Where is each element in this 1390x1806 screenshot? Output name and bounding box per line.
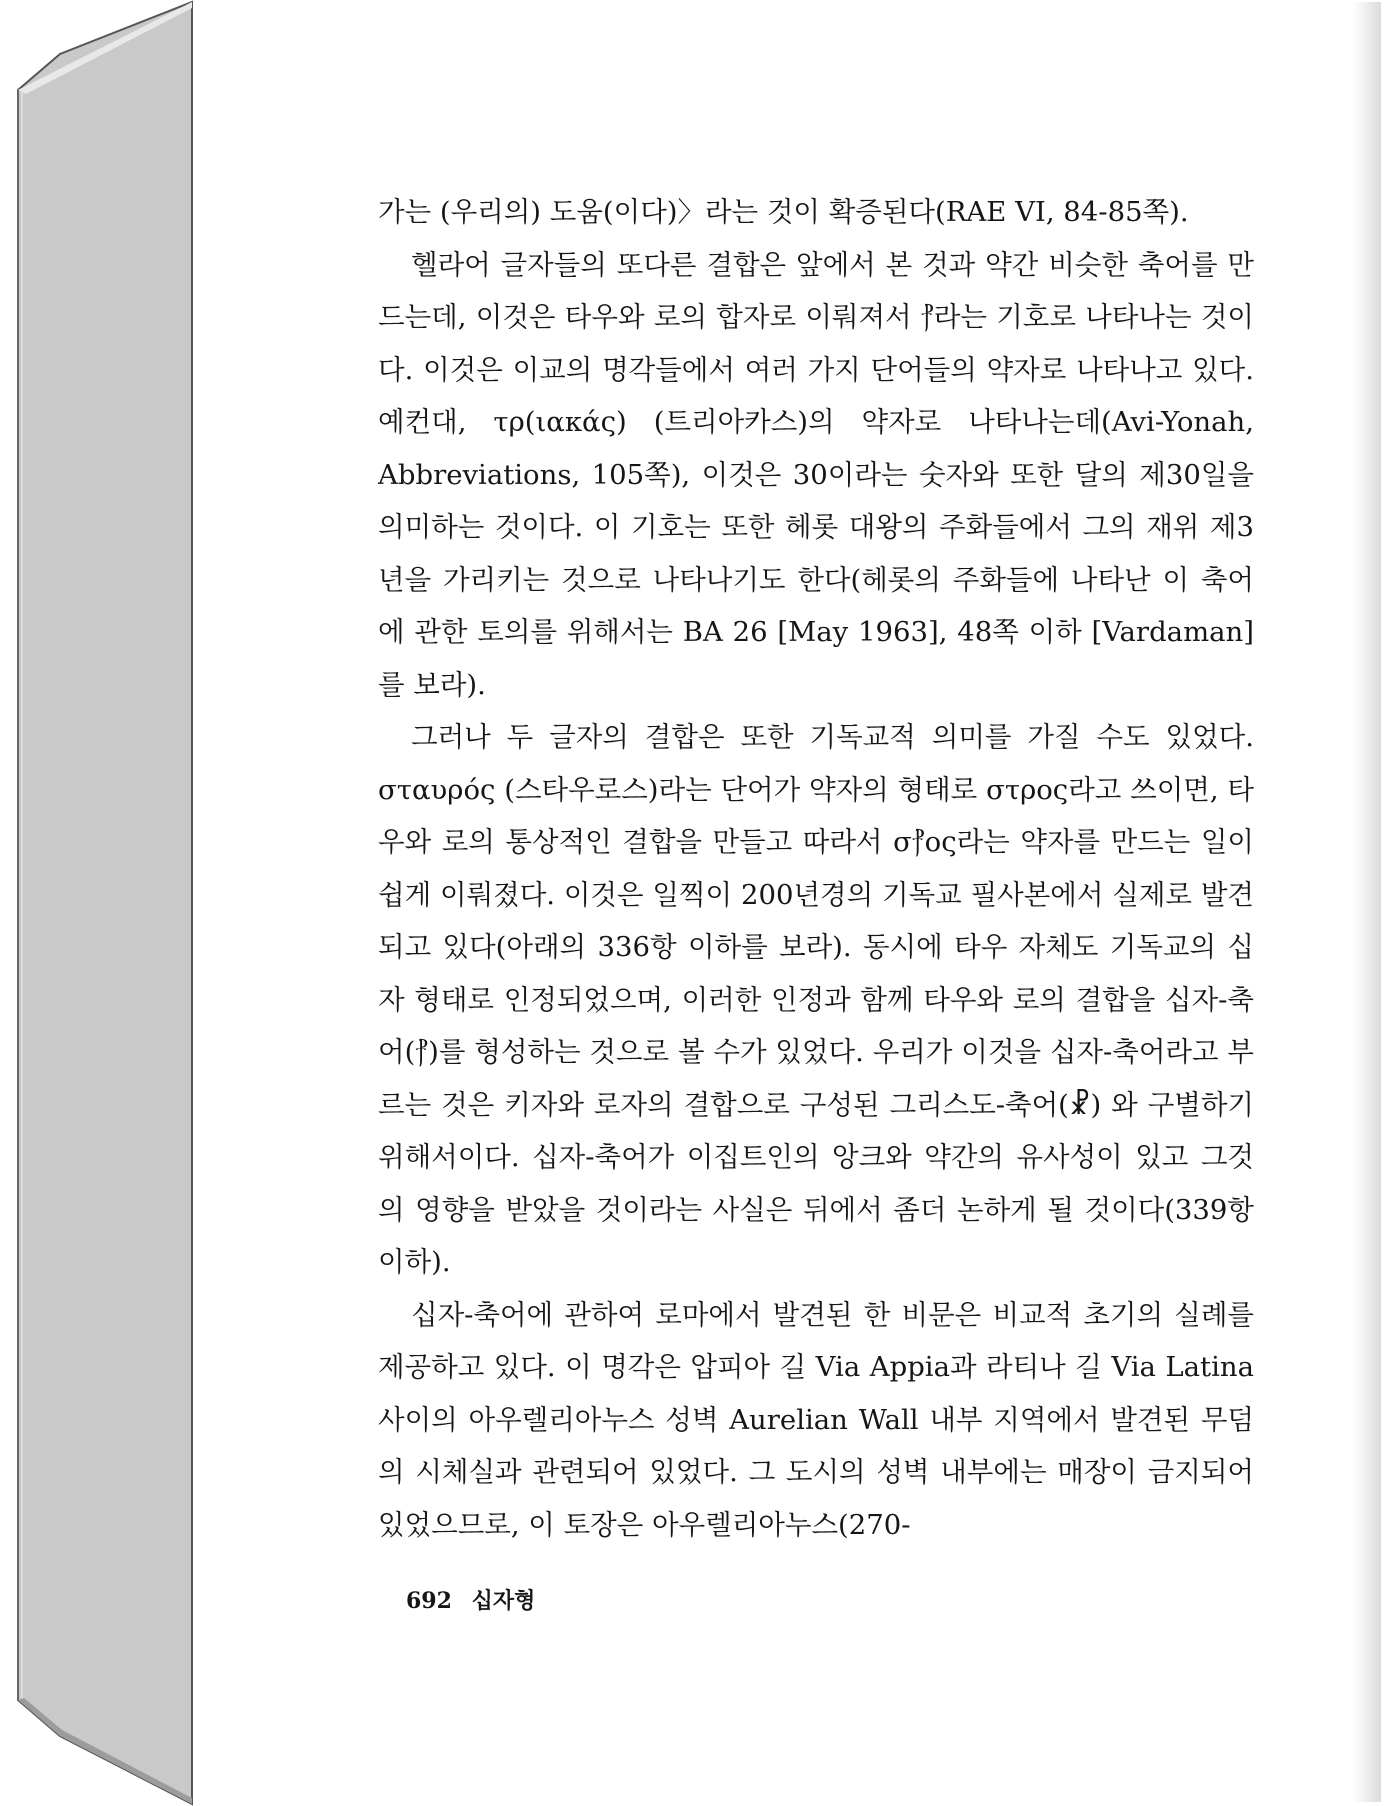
- paragraph-1: 가는 (우리의) 도움(이다)〉라는 것이 확증된다(RAE VI, 84-85쪽).: [378, 196, 1189, 228]
- body-text: [378, 186, 1254, 1551]
- paragraph-3: 그러나 두 글자의 결합은 또한 기독교적 의미를 가질 수도 있었다. σταυρός (스타우로스)라는 단어가 약자의 형태로 στρος라고 쓰이면, 타우와 로의 통상적인 결합을 만들고 따라서 σ⳨ος라는 약자를 만드는 일이 쉽게 이뤄졌다. 이것은 일찍이 200년경의 기독교 필사본에서 실제로 발견되고 있다(아래의 336항 이하를 보라). 동시에 타우 자체도 기독교의 십자 형태로 인정되었으며, 이러한 인정과 함께 타우와 로의 결합을 십자-축어(⳨)를 형성하는 것으로 볼 수가 있었다. 우리가 이것을 십자-축어라고 부르는 것은 키자와 로자의 결합으로 구성된 그리스도-축어(☧) 와 구별하기 위해서이다. 십자-축어가 이집트인의 앙크와 약간의 유사성이 있고 그것의 영향을 받았을 것이라는 사실은 뒤에서 좀더 논하게 될 것이다(339항 이하).: [378, 721, 1254, 1278]
- paragraph-4: 십자-축어에 관하여 로마에서 발견된 한 비문은 비교적 초기의 실례를 제공하고 있다. 이 명각은 압피아 길 Via Appia과 라티나 길 Via Latina 사이의 아우렐리아누스 성벽 Aurelian Wall 내부 지역에서 발견된 무덤의 시체실과 관련되어 있었다. 그 도시의 성벽 내부에는 매장이 금지되어 있었으므로, 이 토장은 아우렐리아누스(270-: [378, 1298, 1254, 1541]
- paragraph-2: 헬라어 글자들의 또다른 결합은 앞에서 본 것과 약간 비슷한 축어를 만드는데, 이것은 타우와 로의 합자로 이뤄져서 ⳨라는 기호로 나타나는 것이다. 이것은 이교의 명각들에서 여러 가지 단어들의 약자로 나타나고 있다. 예컨대, τρ(ιακάς) (트리아카스)의 약자로 나타나는데(Avi-Yonah, Abbreviations, 105쪽), 이것은 30이라는 숫자와 또한 달의 제30일을 의미하는 것이다. 이 기호는 또한 헤롯 대왕의 주화들에서 그의 재위 제3년을 가리키는 것으로 나타나기도 한다(헤롯의 주화들에 나타난 이 축어에 관한 토의를 위해서는 BA 26 [May 1963], 48쪽 이하 [Vardaman]를 보라).: [378, 248, 1254, 701]
- page-footer: [406, 1584, 547, 1615]
- page-number: 692: [406, 1588, 452, 1614]
- running-title: 십자형: [471, 1588, 536, 1614]
- page-edge-shadow: [1353, 2, 1381, 1802]
